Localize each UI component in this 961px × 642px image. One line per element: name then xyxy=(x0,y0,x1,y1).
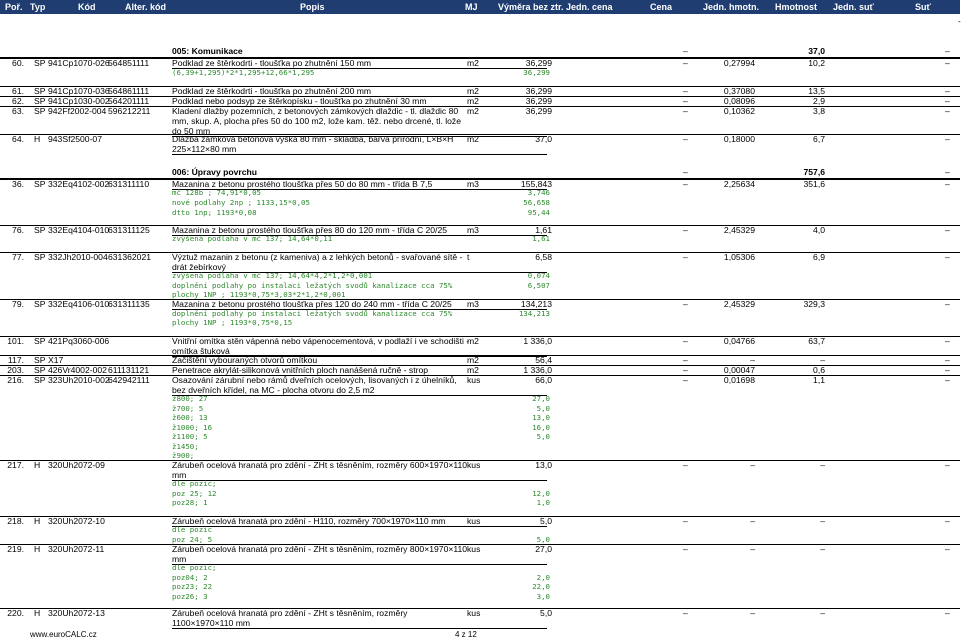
item-price-dash: – xyxy=(683,608,688,618)
item-debris-dash: – xyxy=(945,355,950,365)
item-weight: 10,2 xyxy=(808,58,825,68)
section-total: 37,0 xyxy=(808,46,825,56)
item-weight: 13,5 xyxy=(808,86,825,96)
header-col-10: Hmotnost xyxy=(775,2,817,12)
calc-value: 5,0 xyxy=(536,432,550,441)
item-debris-dash: – xyxy=(945,252,950,262)
item-price-dash: – xyxy=(683,355,688,365)
header-col-2: Kód xyxy=(78,2,96,12)
calc-line: ž1000; 16 xyxy=(172,423,213,432)
row-divider xyxy=(0,336,960,337)
item-code: 320Uh2072-10 xyxy=(48,516,105,526)
calc-line: plochy 1NP ; 1193*0,75*3,03*2*1,2*0,001 xyxy=(172,290,346,299)
calc-line: plochy 1NP ; 1193*0,75*0,15 xyxy=(172,318,293,327)
item-quantity: 36,299 xyxy=(525,86,552,96)
item-description: do 50 mm xyxy=(172,126,211,136)
item-debris-dash: – xyxy=(945,96,950,106)
item-price-dash: – xyxy=(683,96,688,106)
item-alt-code: 611131121 xyxy=(108,365,150,375)
item-price-dash: – xyxy=(683,179,688,189)
item-description: 225×112×80 mm xyxy=(172,144,237,154)
item-code: 332Eq4106-010 xyxy=(48,299,110,309)
item-debris-dash: – xyxy=(945,299,950,309)
item-type: SP xyxy=(34,58,46,68)
item-unit-weight: 2,25634 xyxy=(723,179,755,189)
item-description: mm, skup. A, plocha přes 50 do 100 m2, lože kam. těž. nebo drcené, tl. lože xyxy=(172,116,461,126)
calc-value: 6,507 xyxy=(527,281,550,290)
item-alt-code: 564851111 xyxy=(108,58,150,68)
item-code: 320Uh2072-09 xyxy=(48,460,105,470)
header-col-0: Poř. xyxy=(5,2,23,12)
item-number: 219. xyxy=(7,544,24,554)
item-code: 421Pq3060-006 xyxy=(48,336,110,346)
section-dash-end: – xyxy=(945,46,950,56)
item-weight: 6,9 xyxy=(813,252,825,262)
item-alt-code: 596212211 xyxy=(108,106,151,116)
item-code: X17 xyxy=(48,355,64,365)
item-unit-weight: – xyxy=(750,608,755,618)
calc-line: doplnění podlahy po instalaci ležatých svodů kanalizace cca 75% xyxy=(172,309,453,318)
item-number: 36. xyxy=(12,179,24,189)
item-alt-code: 631311135 xyxy=(108,299,150,309)
calc-value: 2,0 xyxy=(536,573,550,582)
calc-value: 12,0 xyxy=(532,489,550,498)
row-divider xyxy=(0,96,960,97)
item-code: 320Uh2072-13 xyxy=(48,608,105,618)
item-weight: 0,6 xyxy=(813,365,825,375)
header-col-12: Suť xyxy=(915,2,931,12)
item-unit-weight: 2,45329 xyxy=(723,225,755,235)
item-unit: m3 xyxy=(467,179,479,189)
item-type: SP xyxy=(34,225,46,235)
item-number: 203. xyxy=(7,365,24,375)
item-number: 101. xyxy=(7,336,24,346)
item-unit: m3 xyxy=(467,225,479,235)
section-total: 757,6 xyxy=(803,167,825,177)
item-description: Začištění vybouraných otvorů omítkou xyxy=(172,355,318,365)
header-col-11: Jedn. suť xyxy=(833,2,874,12)
item-price-dash: – xyxy=(683,460,688,470)
item-debris-dash: – xyxy=(945,86,950,96)
header-col-8: Cena xyxy=(650,2,673,12)
calc-value: 3,0 xyxy=(536,592,550,601)
calc-line: ž1450; xyxy=(172,442,199,451)
item-quantity: 5,0 xyxy=(540,516,552,526)
item-weight: – xyxy=(820,544,825,554)
item-price-dash: – xyxy=(683,365,688,375)
item-number: 217. xyxy=(7,460,24,470)
calc-line: zvýšená podlaha v mč 137; 14,64*4,2*1,2*0,001 xyxy=(172,271,373,280)
row-divider xyxy=(172,628,547,629)
item-unit: m2 xyxy=(467,355,479,365)
row-divider xyxy=(0,106,960,107)
item-quantity: 37,0 xyxy=(535,134,552,144)
item-quantity: 27,0 xyxy=(535,544,552,554)
item-debris-dash: – xyxy=(945,516,950,526)
item-unit: m3 xyxy=(467,299,479,309)
row-divider xyxy=(0,299,960,300)
item-price-dash: – xyxy=(683,544,688,554)
item-number: 60. xyxy=(12,58,24,68)
item-price-dash: – xyxy=(683,252,688,262)
calc-line: zvýšená podlaha v mč 137; 14,64*0,11 xyxy=(172,234,333,243)
calc-value: 95,44 xyxy=(527,208,550,217)
item-weight: 329,3 xyxy=(803,299,825,309)
item-debris-dash: – xyxy=(945,179,950,189)
row-divider xyxy=(0,134,960,135)
item-code: 943Sf2500-07 xyxy=(48,134,102,144)
row-divider xyxy=(0,608,960,609)
item-unit-weight: – xyxy=(750,544,755,554)
item-unit-weight: 1,05306 xyxy=(723,252,755,262)
header-col-6: Výměra bez ztr. xyxy=(498,2,564,12)
item-number: 218. xyxy=(7,516,24,526)
item-type: H xyxy=(34,544,41,554)
calc-value: 5,0 xyxy=(536,404,550,413)
item-unit: m2 xyxy=(467,365,479,375)
item-unit: m2 xyxy=(467,134,479,144)
calc-line: dle pozic; xyxy=(172,563,217,572)
row-divider xyxy=(0,179,960,180)
column-header-bar xyxy=(0,0,960,14)
item-price-dash: – xyxy=(683,58,688,68)
item-unit: kus xyxy=(467,608,481,618)
item-unit-weight: – xyxy=(750,355,755,365)
item-unit-weight: 0,01698 xyxy=(723,375,755,385)
item-weight: 63,7 xyxy=(808,336,825,346)
item-type: H xyxy=(34,608,41,618)
item-debris-dash: – xyxy=(945,58,950,68)
header-dash: - xyxy=(958,17,961,26)
item-unit-weight: – xyxy=(750,516,755,526)
row-divider xyxy=(0,516,960,517)
item-description: omítka štuková xyxy=(172,346,230,356)
item-code: 941Cp1030-002 xyxy=(48,96,110,106)
item-number: 64. xyxy=(12,134,24,144)
calc-line: dle pozic; xyxy=(172,479,217,488)
item-number: 216. xyxy=(7,375,24,385)
item-quantity: 56,4 xyxy=(535,355,552,365)
item-unit: kus xyxy=(467,460,481,470)
item-number: 63. xyxy=(12,106,24,116)
item-alt-code: 631311110 xyxy=(108,179,150,189)
calc-line: ž800; 27 xyxy=(172,394,208,403)
calc-line: poz04; 2 xyxy=(172,573,208,582)
item-type: SP xyxy=(34,96,46,106)
item-weight: 351,6 xyxy=(803,179,825,189)
row-divider xyxy=(172,480,547,481)
calc-value: 36,299 xyxy=(523,68,550,77)
calc-line: poz 25; 12 xyxy=(172,489,217,498)
calc-line: mč 128b ; 74,91*0,05 xyxy=(172,188,261,197)
header-col-7: Jedn. cena xyxy=(566,2,613,12)
row-divider xyxy=(0,355,960,356)
item-description: Dlažba zámková betonová výška 80 mm - skladba, barva přírodní, L×B×H xyxy=(172,134,454,144)
calc-line: ž700; 5 xyxy=(172,404,204,413)
section-dash-end: – xyxy=(945,167,950,177)
item-quantity: 1 336,0 xyxy=(523,336,552,346)
row-divider xyxy=(0,225,960,226)
item-quantity: 155,843 xyxy=(520,179,552,189)
item-description: Vnitřní omítka stěn vápenná nebo vápenocementová, v podlaží i ve schodišti - xyxy=(172,336,470,346)
item-debris-dash: – xyxy=(945,460,950,470)
item-unit-weight: 0,37080 xyxy=(723,86,755,96)
calc-value: 22,0 xyxy=(532,582,550,591)
item-price-dash: – xyxy=(683,106,688,116)
calc-value: 13,0 xyxy=(532,413,550,422)
item-code: 941Cp1070-026 xyxy=(48,58,110,68)
item-type: SP xyxy=(34,106,46,116)
item-type: H xyxy=(34,134,41,144)
item-price-dash: – xyxy=(683,225,688,235)
item-description: Zárubeň ocelová hranatá pro zdění - H110, rozměry 700×1970×110 mm xyxy=(172,516,446,526)
item-unit: kus xyxy=(467,544,481,554)
item-unit-weight: 0,04766 xyxy=(723,336,755,346)
row-divider xyxy=(0,252,960,253)
item-quantity: 5,0 xyxy=(540,608,552,618)
item-unit-weight: 0,18000 xyxy=(723,134,755,144)
item-type: SP xyxy=(34,365,46,375)
item-quantity: 66,0 xyxy=(535,375,552,385)
item-code: 332Jh2010-004 xyxy=(48,252,108,262)
item-price-dash: – xyxy=(683,516,688,526)
calc-line: poz26; 3 xyxy=(172,592,208,601)
item-code: 320Uh2072-11 xyxy=(48,544,105,554)
calc-value: 3,746 xyxy=(527,188,550,197)
item-alt-code: 564201111 xyxy=(108,96,150,106)
calc-line: dtto 1np; 1193*0,08 xyxy=(172,208,257,217)
item-price-dash: – xyxy=(683,299,688,309)
row-divider xyxy=(0,365,960,366)
item-code: 323Uh2010-002 xyxy=(48,375,110,385)
header-col-4: Popis xyxy=(300,2,325,12)
footer-website: www.euroCALC.cz xyxy=(30,630,97,639)
item-price-dash: – xyxy=(683,134,688,144)
item-description: 1100×1970×110 mm xyxy=(172,618,251,628)
item-quantity: 13,0 xyxy=(535,460,552,470)
calc-line: (6,39+1,295)*2*1,295+12,66*1,295 xyxy=(172,68,315,77)
header-col-9: Jedn. hmotn. xyxy=(703,2,759,12)
item-description: Mazanina z betonu prostého tloušťka přes 80 do 120 mm - třída C 20/25 xyxy=(172,225,448,235)
item-debris-dash: – xyxy=(945,544,950,554)
calc-line: ž900; xyxy=(172,451,195,460)
item-code: 942Ff2002-004 xyxy=(48,106,107,116)
item-price-dash: – xyxy=(683,86,688,96)
calc-value: 5,0 xyxy=(536,535,550,544)
item-weight: 6,7 xyxy=(813,134,825,144)
item-unit-weight: 0,10362 xyxy=(723,106,755,116)
item-unit-weight: 2,45329 xyxy=(723,299,755,309)
item-unit: m2 xyxy=(467,96,479,106)
row-divider xyxy=(0,460,960,461)
item-quantity: 36,299 xyxy=(525,106,552,116)
item-description: mm xyxy=(172,470,187,480)
item-number: 61. xyxy=(12,86,24,96)
item-unit-weight: 0,08096 xyxy=(723,96,755,106)
item-debris-dash: – xyxy=(945,375,950,385)
item-code: 941Cp1070-036 xyxy=(48,86,110,96)
item-number: 117. xyxy=(7,355,24,365)
calc-line: doplnění podlahy po instalaci ležatých svodů kanalizace cca 75% xyxy=(172,281,453,290)
item-debris-dash: – xyxy=(945,106,950,116)
item-type: SP xyxy=(34,336,46,346)
item-weight: 4,0 xyxy=(813,225,825,235)
item-quantity: 134,213 xyxy=(520,299,552,309)
item-description: Mazanina z betonu prostého tloušťka přes 50 do 80 mm - třída B 7,5 xyxy=(172,179,433,189)
calc-line: poz23; 22 xyxy=(172,582,213,591)
item-unit-weight: 0,00047 xyxy=(723,365,755,375)
item-weight: – xyxy=(820,608,825,618)
item-unit: m2 xyxy=(467,106,479,116)
item-weight: – xyxy=(820,460,825,470)
item-debris-dash: – xyxy=(945,365,950,375)
item-number: 62. xyxy=(12,96,24,106)
item-price-dash: – xyxy=(683,336,688,346)
row-divider xyxy=(0,86,960,87)
item-number: 77. xyxy=(12,252,24,262)
item-weight: – xyxy=(820,355,825,365)
item-type: SP xyxy=(34,179,46,189)
item-number: 220. xyxy=(7,608,24,618)
item-unit-weight: 0,27994 xyxy=(723,58,755,68)
item-number: 76. xyxy=(12,225,24,235)
calc-value: 134,213 xyxy=(518,309,550,318)
section-dash: – xyxy=(683,46,688,56)
calc-line: ž600; 13 xyxy=(172,413,208,422)
item-description: mm xyxy=(172,554,187,564)
row-divider xyxy=(172,154,547,155)
item-weight: 2,9 xyxy=(813,96,825,106)
item-quantity: 36,299 xyxy=(525,96,552,106)
item-description: Zárubeň ocelová hranatá pro zdění - ZHt s těsněním, rozměry 800×1970×110 xyxy=(172,544,468,554)
header-col-5: MJ xyxy=(465,2,478,12)
item-debris-dash: – xyxy=(945,608,950,618)
item-description: bez dveřních křídel, na MC - plocha otvoru do 2,5 m2 xyxy=(172,385,375,395)
item-description: Mazanina z betonu prostého tloušťka přes 120 do 240 mm - třída C 20/25 xyxy=(172,299,452,309)
item-description: Podklad nebo podsyp ze štěrkopísku - tloušťka po zhutnění 30 mm xyxy=(172,96,427,106)
item-type: SP xyxy=(34,299,46,309)
calc-line: poz28; 1 xyxy=(172,498,208,507)
item-unit: kus xyxy=(467,375,481,385)
calc-value: 1,61 xyxy=(532,234,550,243)
item-type: SP xyxy=(34,355,46,365)
item-alt-code: 631362021 xyxy=(108,252,152,262)
calc-value: 1,0 xyxy=(536,498,550,507)
item-unit: t xyxy=(467,252,470,262)
item-description: Podklad ze štěrkodrti - tloušťka po zhutnění 200 mm xyxy=(172,86,372,96)
section-dash: – xyxy=(683,167,688,177)
footer-page-number: 4 z 12 xyxy=(455,630,477,639)
item-weight: 3,8 xyxy=(813,106,825,116)
item-code: 332Eq4102-002 xyxy=(48,179,110,189)
calc-value: 0,074 xyxy=(527,271,550,280)
item-description: Kladení dlažby pozemních, z betonových zámkových dlaždic - tl. dlaždic 80 xyxy=(172,106,459,116)
item-type: H xyxy=(34,460,41,470)
item-unit: m2 xyxy=(467,86,479,96)
item-type: H xyxy=(34,516,41,526)
item-alt-code: 564861111 xyxy=(108,86,150,96)
item-type: SP xyxy=(34,86,46,96)
item-type: SP xyxy=(34,375,46,385)
item-alt-code: 631311125 xyxy=(108,225,150,235)
header-col-1: Typ xyxy=(30,2,46,12)
section-title: 005: Komunikace xyxy=(172,46,243,56)
item-debris-dash: – xyxy=(945,225,950,235)
item-alt-code: 642942111 xyxy=(108,375,150,385)
item-description: drát žebírkový xyxy=(172,262,226,272)
row-divider xyxy=(172,564,547,565)
row-divider xyxy=(172,526,547,527)
item-description: Výztuž mazanin z betonu (z kameniva) a z lehkých betonů - svařované sítě - xyxy=(172,252,463,262)
calc-line: dle pozic xyxy=(172,525,213,534)
item-debris-dash: – xyxy=(945,134,950,144)
calc-line: poz 24; 5 xyxy=(172,535,213,544)
row-divider xyxy=(0,58,960,59)
item-description: Penetrace akrylát-silikonová vnitřních ploch nanášená ručně - strop xyxy=(172,365,429,375)
item-quantity: 1 336,0 xyxy=(523,365,552,375)
calc-value: 16,0 xyxy=(532,423,550,432)
calc-line: nové podlahy 2np ; 1133,15*0,05 xyxy=(172,198,310,207)
item-description: Podklad ze štěrkodrti - tloušťka po zhutnění 150 mm xyxy=(172,58,372,68)
item-unit: m2 xyxy=(467,336,479,346)
item-quantity: 1,61 xyxy=(535,225,552,235)
calc-value: 56,658 xyxy=(523,198,550,207)
item-unit: m2 xyxy=(467,58,479,68)
section-title: 006: Úpravy povrchu xyxy=(172,167,258,177)
item-code: 332Eq4104-010 xyxy=(48,225,110,235)
calc-value: 27,0 xyxy=(532,394,550,403)
item-debris-dash: – xyxy=(945,336,950,346)
header-col-3: Alter. kód xyxy=(125,2,167,12)
item-number: 79. xyxy=(12,299,24,309)
item-unit: kus xyxy=(467,516,481,526)
item-weight: – xyxy=(820,516,825,526)
calc-line: ž1100; 5 xyxy=(172,432,208,441)
item-type: SP xyxy=(34,252,46,262)
item-code: 426Vr4002-002 xyxy=(48,365,107,375)
item-unit-weight: – xyxy=(750,460,755,470)
item-weight: 1,1 xyxy=(813,375,825,385)
item-quantity: 6,58 xyxy=(535,252,552,262)
row-divider xyxy=(0,544,960,545)
row-divider xyxy=(0,375,960,376)
item-description: Zárubeň ocelová hranatá pro zdění - ZHt s těsněním, rozměry 600×1970×110 xyxy=(172,460,468,470)
item-description: Zárubeň ocelová hranatá pro zdění - ZHt s těsněním, rozměry xyxy=(172,608,408,618)
item-price-dash: – xyxy=(683,375,688,385)
item-description: Osazování zárubní nebo rámů dveřních ocelových, lisovaných i z úhelníků, xyxy=(172,375,457,385)
item-quantity: 36,299 xyxy=(525,58,552,68)
